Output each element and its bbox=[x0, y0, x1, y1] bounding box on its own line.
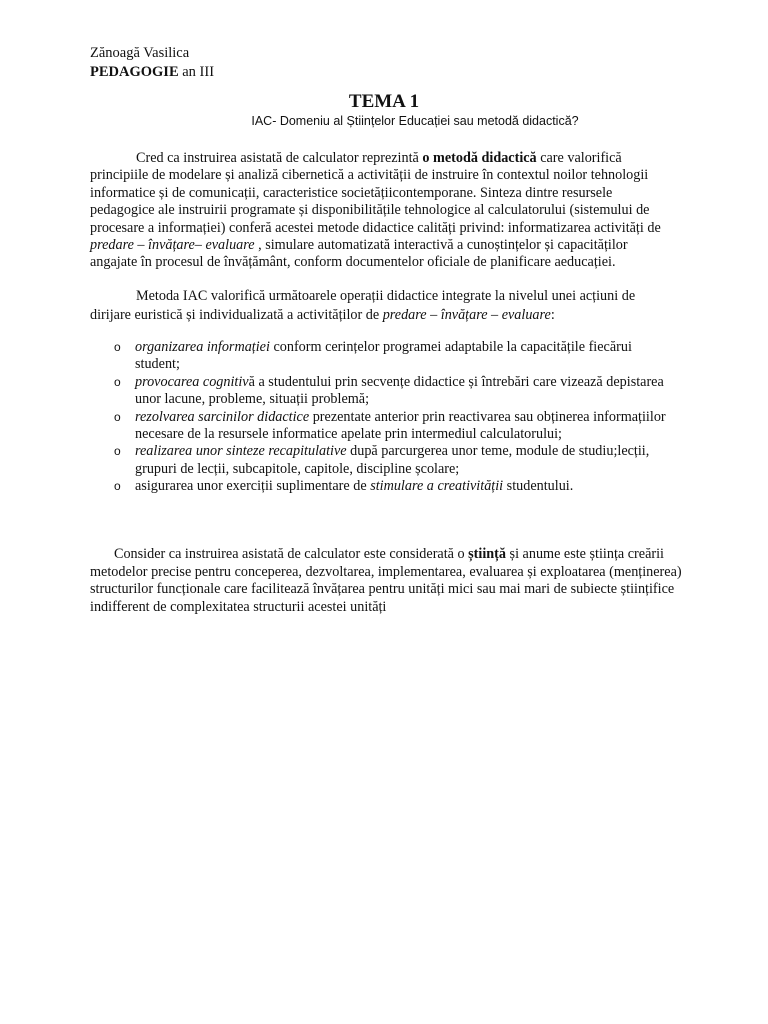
list-item-text: conform cerințelor programei adaptabile la capacitățile fiecărui student; bbox=[135, 339, 632, 373]
document-title: TEMA 1 bbox=[348, 91, 420, 112]
course-year: an III bbox=[178, 64, 215, 80]
paragraph-1-text-a: Cred ca instruirea asistată de calculator reprezintă bbox=[136, 150, 423, 166]
paragraph-2-text-a: Metoda IAC valorifică următoarele operații didactice integrate la nivelul unei acțiuni de dirijare euristică și individualizată a activităților de bbox=[90, 288, 636, 323]
paragraph-3 bbox=[90, 546, 682, 616]
paragraph-1 bbox=[90, 150, 670, 272]
list-item-italic: provocarea cognitiv bbox=[135, 373, 249, 390]
list-item-italic: stimulare a creativității bbox=[370, 478, 504, 495]
list-item-text: după parcurgerea unor teme, module de studiu;lecții, grupuri de lecții, subcapitole, capitole, discipline școlare; bbox=[135, 443, 650, 477]
paragraph-1-text-e: , simulare automatizată interactivă a cunoștințelor și capacităților angajate în procesul de învățământ, conform documentelor oficiale de planificare aeducației. bbox=[90, 237, 628, 271]
list-item bbox=[90, 409, 675, 444]
paragraph-3-bold: știință bbox=[468, 546, 506, 562]
list-item-text: ă a studentului prin secvențe didactice și întrebări care vizează depistarea unor lacune, probleme, situații problemă; bbox=[135, 373, 664, 408]
list-item-italic: realizarea unor sinteze recapitulative bbox=[135, 443, 347, 460]
paragraph-1-italic: predare – învățare– evaluare bbox=[90, 237, 255, 254]
bullet-marker: o bbox=[114, 340, 121, 354]
list-item bbox=[90, 374, 675, 409]
list-item-pre: asigurarea unor exerciții suplimentare de bbox=[135, 478, 371, 495]
paragraph-1-bold: o metodă didactică bbox=[422, 150, 537, 166]
paragraph-3-text-c: și anume este știința creării metodelor precise pentru conceperea, dezvoltarea, implementarea, evaluarea și exploatarea (menținerea) structurilor funcționale care facilitează învățarea pentru unități mici sau mai mari de subiecte științifice indifferent de complexitatea structurii acestei unități bbox=[90, 546, 682, 615]
course-line bbox=[90, 63, 214, 82]
list-item-text: studentului. bbox=[503, 478, 574, 495]
bullet-marker: o bbox=[114, 374, 121, 389]
list-item-text: prezentate anterior prin reactivarea sau obținerea informațiilor necesare de la resursele informatice apelate prin intermediul calculatorului; bbox=[135, 408, 666, 443]
bullet-marker: o bbox=[114, 409, 121, 424]
paragraph-2 bbox=[90, 287, 670, 325]
paragraph-2-text-c: : bbox=[550, 307, 555, 323]
author-name: Zănoagă Vasilica bbox=[90, 45, 190, 61]
document-subtitle: IAC- Domeniu al Științelor Educației sau metodă didactică? bbox=[251, 114, 579, 128]
list-item bbox=[90, 339, 675, 374]
paragraph-1-text-c: care valorifică principiile de modelare și analiză cibernetică a activității de instruire în contextul noilor tehnologii informatice și de comunicații, caracteristice societățiicontemporane. Sinteza dintre resursele pedagogice ale instruirii programate și disponibilitățile tehnologice al calculatorului (sistemului de procesare a informației) conferă acestei metode didactice calități privind: informatizarea activități de bbox=[90, 150, 661, 236]
list-item-italic: rezolvarea sarcinilor didactice bbox=[135, 408, 310, 425]
bullet-marker: o bbox=[114, 479, 121, 494]
paragraph-3-text-a: Consider ca instruirea asistată de calculator este considerată o bbox=[114, 546, 469, 562]
operations-list bbox=[90, 339, 675, 496]
document-header bbox=[90, 44, 214, 82]
list-item bbox=[90, 478, 675, 495]
list-item bbox=[90, 443, 675, 478]
paragraph-2-italic: predare – învățare – evaluare bbox=[382, 307, 551, 323]
list-item-italic: organizarea informației bbox=[135, 339, 270, 355]
course-name: PEDAGOGIE bbox=[90, 64, 179, 80]
bullet-marker: o bbox=[114, 444, 121, 459]
